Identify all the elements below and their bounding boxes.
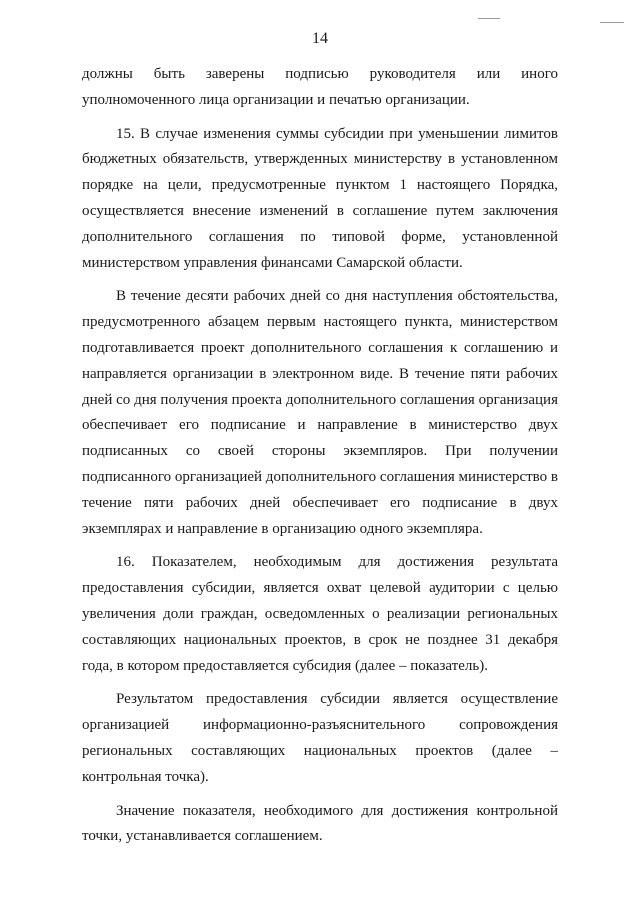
scan-artifact bbox=[600, 22, 624, 23]
paragraph-item-15: 15. В случае изменения суммы субсидии при уменьшении лимитов бюджетных обязательств, утвержденных министерству в установленном порядке на цели, предусмотренные пунктом 1 настоящего Порядка, осуществляется внесение изменений в соглашение путем заключения дополнительного соглашения по типовой форме, установленной министерством управления финансами Самарской области. bbox=[82, 125, 558, 271]
page-number: 14 bbox=[312, 30, 328, 47]
paragraph-item-15-procedure: В течение десяти рабочих дней со дня наступления обстоятельства, предусмотренного абзацем первым настоящего пункта, министерством подготавливается проект дополнительного соглашения к соглашению и направляется организации в электронном виде. В течение пяти рабочих дней со дня получения проекта дополнительного соглашения организация обеспечивает его подписание и направление в министерство двух подписанных со своей стороны экземпляров. При получении подписанного организацией дополнительного соглашения министерство в течение пяти рабочих дней обеспечивает его подписание в двух экземплярах и направление в организацию одного экземпляра. bbox=[82, 288, 558, 537]
paragraph-item-16-indicator-value: Значение показателя, необходимого для достижения контрольной точки, устанавливается соглашением. bbox=[82, 802, 558, 845]
paragraph-item-16-result: Результатом предоставления субсидии является осуществление организацией информационно-разъяснительного сопровождения региональных составляющих национальных проектов (далее – контрольная точка). bbox=[82, 691, 558, 785]
scan-artifact bbox=[478, 18, 500, 19]
paragraph-continuation: должны быть заверены подписью руководителя или иного уполномоченного лица организации и печатью организации. bbox=[82, 66, 558, 108]
paragraph-item-16: 16. Показателем, необходимым для достижения результата предоставления субсидии, является охват целевой аудитории с целью увеличения доли граждан, осведомленных о реализации региональных составляющих национальных проектов, в срок не позднее 31 декабря года, в котором предоставляется субсидия (далее – показатель). bbox=[82, 554, 558, 674]
document-body bbox=[82, 62, 558, 850]
